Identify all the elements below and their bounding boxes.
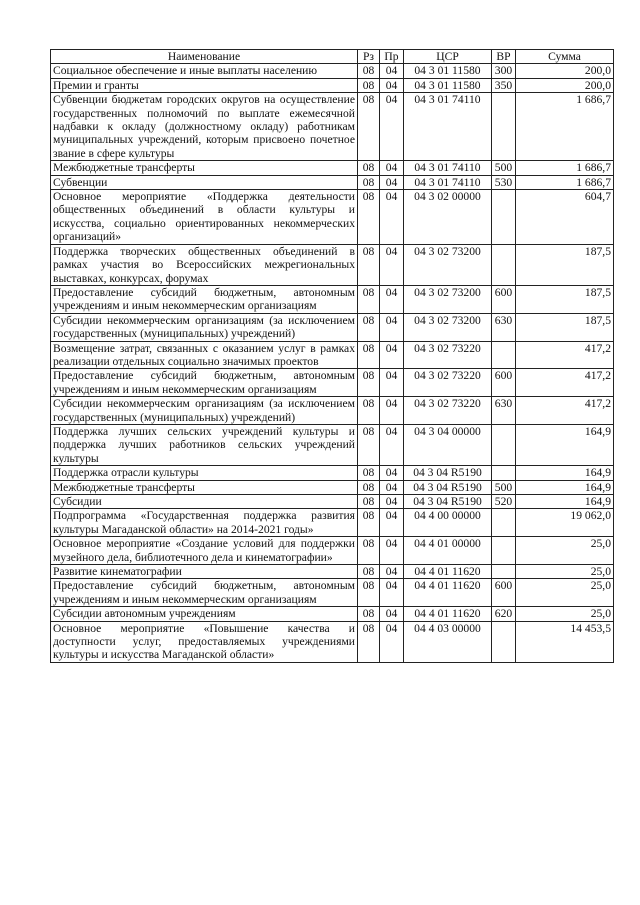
header-name: Наименование [51, 50, 358, 64]
cell-vr: 600 [492, 579, 516, 607]
cell-pr: 04 [380, 424, 404, 465]
cell-rz: 08 [358, 397, 380, 425]
cell-sum: 417,2 [516, 369, 614, 397]
cell-vr: 620 [492, 607, 516, 621]
cell-sum: 25,0 [516, 607, 614, 621]
cell-pr: 04 [380, 64, 404, 78]
cell-vr [492, 466, 516, 480]
cell-pr: 04 [380, 285, 404, 313]
cell-sum: 604,7 [516, 190, 614, 245]
cell-csr: 04 3 04 R5190 [404, 495, 492, 509]
cell-pr: 04 [380, 313, 404, 341]
cell-name: Субсидии некоммерческим организациям (за исключением государственных (муниципальных) учреждений) [51, 397, 358, 425]
cell-vr: 600 [492, 369, 516, 397]
table-row [51, 509, 614, 537]
cell-name: Возмещение затрат, связанных с оказанием услуг в рамках реализации отдельных социально значимых проектов [51, 341, 358, 369]
cell-sum: 1 686,7 [516, 93, 614, 161]
cell-sum: 1 686,7 [516, 175, 614, 189]
cell-name: Субвенции бюджетам городских округов на осуществление государственных полномочий по выплате ежемесячной надбавки к окладу (должностному окладу) работникам муниципальных учреждений, которым присвоено почетное звание в сфере культуры [51, 93, 358, 161]
cell-name: Поддержка творческих общественных объединений в рамках участия во Всероссийских межрегиональных выставках, конкурсах, форумах [51, 244, 358, 285]
cell-vr [492, 565, 516, 579]
cell-rz: 08 [358, 285, 380, 313]
cell-pr: 04 [380, 480, 404, 494]
cell-pr: 04 [380, 607, 404, 621]
cell-name: Подпрограмма «Государственная поддержка развития культуры Магаданской области» на 2014-2021 годы» [51, 509, 358, 537]
cell-vr: 520 [492, 495, 516, 509]
cell-name: Предоставление субсидий бюджетным, автономным учреждениям и иным некоммерческим организациям [51, 579, 358, 607]
cell-rz: 08 [358, 621, 380, 662]
cell-pr: 04 [380, 175, 404, 189]
cell-sum: 164,9 [516, 480, 614, 494]
header-sum: Сумма [516, 50, 614, 64]
cell-pr: 04 [380, 190, 404, 245]
cell-sum: 164,9 [516, 495, 614, 509]
cell-rz: 08 [358, 64, 380, 78]
cell-vr [492, 341, 516, 369]
table-row [51, 397, 614, 425]
cell-pr: 04 [380, 537, 404, 565]
cell-csr: 04 3 04 R5190 [404, 466, 492, 480]
table-row [51, 369, 614, 397]
cell-csr: 04 3 02 73220 [404, 341, 492, 369]
cell-pr: 04 [380, 341, 404, 369]
cell-sum: 187,5 [516, 313, 614, 341]
cell-csr: 04 3 02 73220 [404, 369, 492, 397]
table-row [51, 466, 614, 480]
table-row [51, 607, 614, 621]
cell-vr: 500 [492, 161, 516, 175]
cell-csr: 04 4 03 00000 [404, 621, 492, 662]
cell-csr: 04 4 01 00000 [404, 537, 492, 565]
cell-name: Поддержка отрасли культуры [51, 466, 358, 480]
cell-pr: 04 [380, 495, 404, 509]
cell-name: Основное мероприятие «Создание условий для поддержки музейного дела, библиотечного дела и кинематографии» [51, 537, 358, 565]
cell-csr: 04 3 02 73200 [404, 244, 492, 285]
cell-csr: 04 3 02 73200 [404, 313, 492, 341]
cell-csr: 04 4 01 11620 [404, 579, 492, 607]
cell-vr: 350 [492, 78, 516, 92]
cell-name: Социальное обеспечение и иные выплаты населению [51, 64, 358, 78]
cell-csr: 04 3 01 74110 [404, 161, 492, 175]
cell-sum: 187,5 [516, 244, 614, 285]
cell-sum: 1 686,7 [516, 161, 614, 175]
cell-sum: 14 453,5 [516, 621, 614, 662]
cell-sum: 164,9 [516, 424, 614, 465]
document-page [50, 49, 613, 663]
cell-name: Субвенции [51, 175, 358, 189]
table-body [51, 64, 614, 662]
table-row [51, 285, 614, 313]
table-row [51, 341, 614, 369]
budget-table [50, 49, 614, 663]
cell-pr: 04 [380, 621, 404, 662]
cell-vr: 300 [492, 64, 516, 78]
table-row [51, 93, 614, 161]
cell-rz: 08 [358, 244, 380, 285]
cell-csr: 04 4 01 11620 [404, 565, 492, 579]
cell-sum: 25,0 [516, 579, 614, 607]
cell-name: Субсидии автономным учреждениям [51, 607, 358, 621]
cell-sum: 417,2 [516, 341, 614, 369]
cell-pr: 04 [380, 397, 404, 425]
cell-rz: 08 [358, 607, 380, 621]
cell-rz: 08 [358, 480, 380, 494]
cell-name: Поддержка лучших сельских учреждений культуры и поддержка лучших работников сельских учреждений культуры [51, 424, 358, 465]
cell-rz: 08 [358, 161, 380, 175]
cell-name: Основное мероприятие «Поддержка деятельности общественных объединений в области культуры и искусства, социально ориентированных некоммерческих организаций» [51, 190, 358, 245]
cell-vr: 600 [492, 285, 516, 313]
cell-csr: 04 4 00 00000 [404, 509, 492, 537]
table-row [51, 480, 614, 494]
header-rz: Рз [358, 50, 380, 64]
cell-name: Субсидии [51, 495, 358, 509]
cell-pr: 04 [380, 244, 404, 285]
cell-name: Развитие кинематографии [51, 565, 358, 579]
cell-sum: 200,0 [516, 64, 614, 78]
cell-sum: 164,9 [516, 466, 614, 480]
cell-rz: 08 [358, 175, 380, 189]
table-row [51, 78, 614, 92]
cell-pr: 04 [380, 369, 404, 397]
cell-csr: 04 3 02 73200 [404, 285, 492, 313]
table-row [51, 621, 614, 662]
cell-csr: 04 3 02 00000 [404, 190, 492, 245]
cell-pr: 04 [380, 579, 404, 607]
cell-name: Предоставление субсидий бюджетным, автономным учреждениям и иным некоммерческим организациям [51, 369, 358, 397]
cell-rz: 08 [358, 313, 380, 341]
cell-pr: 04 [380, 509, 404, 537]
cell-vr [492, 244, 516, 285]
table-row [51, 161, 614, 175]
cell-sum: 25,0 [516, 565, 614, 579]
table-row [51, 313, 614, 341]
cell-rz: 08 [358, 341, 380, 369]
cell-rz: 08 [358, 466, 380, 480]
table-row [51, 579, 614, 607]
table-row [51, 495, 614, 509]
cell-vr [492, 509, 516, 537]
cell-csr: 04 3 04 00000 [404, 424, 492, 465]
header-csr: ЦСР [404, 50, 492, 64]
cell-rz: 08 [358, 579, 380, 607]
cell-vr: 630 [492, 397, 516, 425]
table-header [51, 50, 614, 64]
cell-csr: 04 4 01 11620 [404, 607, 492, 621]
cell-pr: 04 [380, 466, 404, 480]
cell-rz: 08 [358, 93, 380, 161]
cell-vr [492, 190, 516, 245]
cell-vr [492, 93, 516, 161]
cell-name: Премии и гранты [51, 78, 358, 92]
cell-sum: 187,5 [516, 285, 614, 313]
table-row [51, 244, 614, 285]
header-row [51, 50, 614, 64]
cell-name: Субсидии некоммерческим организациям (за исключением государственных (муниципальных) учреждений) [51, 313, 358, 341]
table-row [51, 424, 614, 465]
cell-name: Межбюджетные трансферты [51, 161, 358, 175]
cell-pr: 04 [380, 565, 404, 579]
cell-name: Основное мероприятие «Повышение качества и доступности услуг, предоставляемых учреждениями культуры и искусства Магаданской области» [51, 621, 358, 662]
cell-vr: 630 [492, 313, 516, 341]
cell-rz: 08 [358, 537, 380, 565]
cell-pr: 04 [380, 93, 404, 161]
cell-name: Межбюджетные трансферты [51, 480, 358, 494]
cell-sum: 200,0 [516, 78, 614, 92]
table-row [51, 565, 614, 579]
cell-rz: 08 [358, 369, 380, 397]
cell-vr: 530 [492, 175, 516, 189]
cell-csr: 04 3 01 11580 [404, 64, 492, 78]
cell-csr: 04 3 04 R5190 [404, 480, 492, 494]
cell-csr: 04 3 02 73220 [404, 397, 492, 425]
table-row [51, 64, 614, 78]
table-row [51, 190, 614, 245]
cell-csr: 04 3 01 74110 [404, 175, 492, 189]
cell-rz: 08 [358, 565, 380, 579]
cell-rz: 08 [358, 495, 380, 509]
header-vr: ВР [492, 50, 516, 64]
cell-rz: 08 [358, 190, 380, 245]
cell-vr [492, 424, 516, 465]
cell-csr: 04 3 01 11580 [404, 78, 492, 92]
cell-sum: 417,2 [516, 397, 614, 425]
cell-rz: 08 [358, 424, 380, 465]
cell-vr: 500 [492, 480, 516, 494]
table-row [51, 537, 614, 565]
cell-sum: 19 062,0 [516, 509, 614, 537]
table-row [51, 175, 614, 189]
cell-vr [492, 537, 516, 565]
cell-sum: 25,0 [516, 537, 614, 565]
cell-vr [492, 621, 516, 662]
cell-pr: 04 [380, 78, 404, 92]
cell-csr: 04 3 01 74110 [404, 93, 492, 161]
cell-name: Предоставление субсидий бюджетным, автономным учреждениям и иным некоммерческим организациям [51, 285, 358, 313]
cell-pr: 04 [380, 161, 404, 175]
cell-rz: 08 [358, 78, 380, 92]
cell-rz: 08 [358, 509, 380, 537]
header-pr: Пр [380, 50, 404, 64]
